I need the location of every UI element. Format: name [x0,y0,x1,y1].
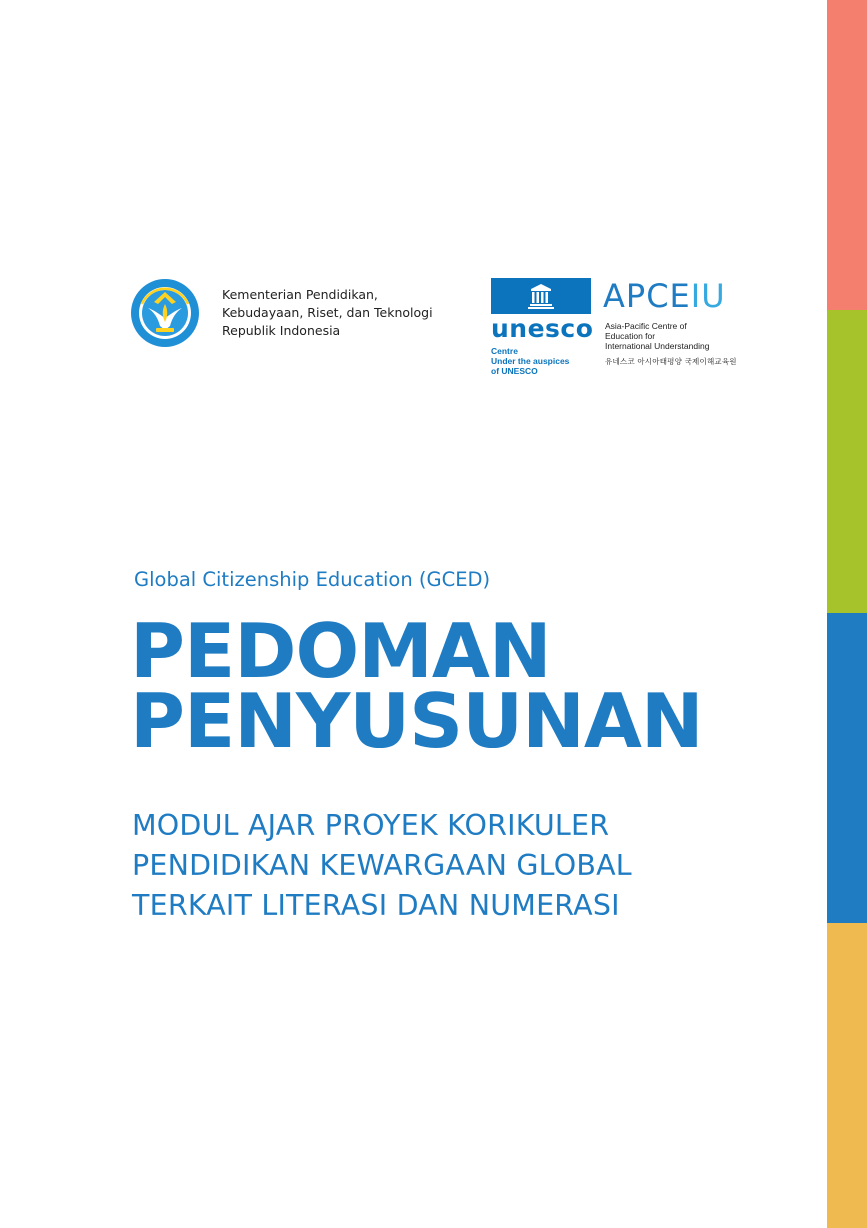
unesco-sub-line: of UNESCO [491,366,538,376]
ministry-name [222,286,472,340]
module-title-line: PENDIDIKAN KEWARGAAN GLOBAL [132,849,632,882]
unesco-wordmark: unesco [491,314,594,343]
stripe-yellow [827,923,867,1228]
apceiu-wordmark-end: IU [690,277,726,315]
apceiu-korean-name: 유네스코 아시아태평양 국제이해교육원 [605,357,737,366]
apceiu-sub-line: Asia-Pacific Centre of [605,321,687,331]
module-title [132,806,632,926]
unesco-sub-line: Under the auspices [491,356,570,366]
unesco-subtitle [491,346,569,376]
unesco-temple-icon [491,278,591,314]
stripe-coral [827,0,867,310]
module-title-line: TERKAIT LITERASI DAN NUMERASI [132,889,620,922]
apceiu-subtitle [605,321,709,351]
main-title-line: PENYUSUNAN [130,677,703,765]
unesco-sub-line: Centre [491,346,518,356]
ministry-line: Kebudayaan, Riset, dan Teknologi [222,305,433,320]
main-title [130,607,703,765]
ministry-line: Kementerian Pendidikan, [222,287,378,302]
apceiu-sub-line: Education for [605,331,656,341]
series-subtitle: Global Citizenship Education (GCED) [134,568,491,591]
tut-wuri-handayani-emblem-icon [130,278,200,348]
stripe-green [827,310,867,613]
main-title-line: PEDOMAN [130,607,551,695]
apceiu-wordmark [603,278,726,314]
apceiu-sub-line: International Understanding [605,341,710,351]
apceiu-wordmark-main: APCE [603,277,691,315]
module-title-line: MODUL AJAR PROYEK KORIKULER [132,809,610,842]
stripe-blue [827,613,867,923]
ministry-line: Republik Indonesia [222,323,341,338]
